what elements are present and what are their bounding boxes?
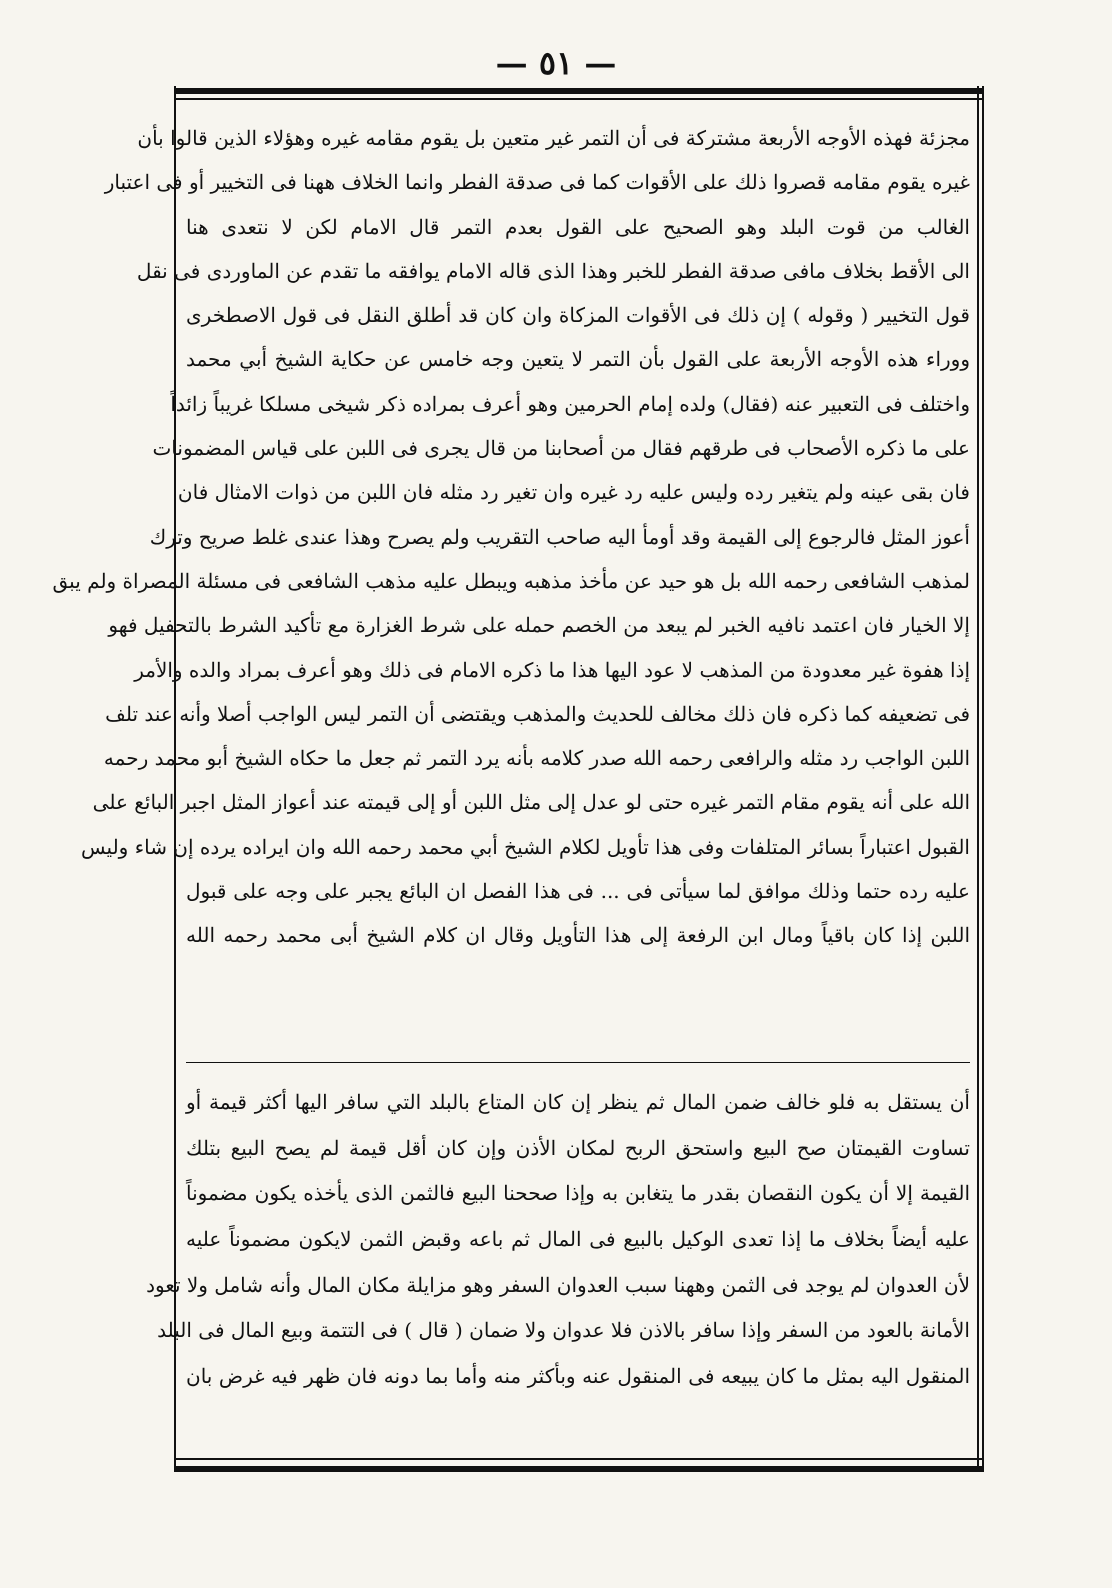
- text-line: واختلف فى التعبير عنه (فقال) ولده إمام الحرمين وهو أعرف بمراده ذكر شيخى مسلكا غريباً زائداً: [170, 391, 970, 416]
- footnote-line: القيمة إلا أن يكون النقصان بقدر ما يتغابن به وإذا صححنا البيع فالثمن الذى يأخذه يكون مضموناً: [186, 1181, 970, 1206]
- footnote-line: تساوت القيمتان صح البيع واستحق الربح لمكان الأذن وإن كان أقل قيمة لم يصح البيع بتلك: [186, 1135, 970, 1160]
- text-line: الله على أنه يقوم مقام التمر غيره حتى لو عدل إلى مثل اللبن أو إلى قيمته عند أعواز المثل اجبر البائع على: [92, 790, 970, 815]
- footnote-line: المنقول اليه بمثل ما كان يبيعه فى المنقول عنه وبأكثر منه وأما بما دونه فان ظهر فيه غرض بان: [186, 1364, 970, 1389]
- text-line: فى تضعيفه كما ذكره فان ذلك مخالف للحديث والمذهب ويقتضى أن التمر ليس الواجب أصلا وأنه عند تلف: [105, 701, 970, 726]
- text-line: الى الأقط بخلاف مافى صدقة الفطر للخبر وهذا الذى قاله الامام يوافقه ما تقدم عن الماوردى فى نقل: [136, 258, 970, 283]
- page-number: — ٥١ —: [495, 44, 617, 82]
- main-text-block: [52, 116, 970, 958]
- text-line: لمذهب الشافعى رحمه الله بل هو حيد عن مأخذ مذهبه ويبطل عليه مذهب الشافعى فى مسئلة المصراة ولم يبق: [52, 568, 970, 593]
- text-line: غيره يقوم مقامه قصروا ذلك على الأقوات كما فى صدقة الفطر وانما الخلاف ههنا فى التخيير أو فى اعتبار: [104, 170, 970, 195]
- text-line: أعوز المثل فالرجوع إلى القيمة وقد أومأ اليه صاحب التقريب ولم يصرح وهذا عندى غلط صريح وترك: [149, 524, 970, 549]
- text-line: على ما ذكره الأصحاب فى طرقهم فقال من أصحابنا من قال يجرى فى اللبن على قياس المضمونات: [152, 436, 970, 461]
- text-line: اللبن إذا كان باقياً ومال ابن الرفعة إلى هذا التأويل وقال ان كلام الشيخ أبى محمد رحمه الله: [186, 923, 970, 948]
- text-line: اللبن الواجب رد مثله والرافعى رحمه الله صدر كلامه بأنه يرد التمر ثم جعل ما حكاه الشيخ أبو محمد رحمه: [103, 746, 970, 771]
- text-line: فان بقى عينه ولم يتغير رده وليس عليه رد غيره وان تغير رد مثله فان اللبن من ذوات الامثال فان: [177, 480, 970, 505]
- footnote-line: أن يستقل به فلو خالف ضمن المال ثم ينظر إن كان المتاع بالبلد التي سافر اليها أكثر قيمة أو: [186, 1090, 970, 1114]
- footnote-separator: [186, 1062, 970, 1063]
- text-line: الغالب من قوت البلد وهو الصحيح على القول بعدم التمر قال الامام لكن لا نتعدى هنا: [186, 214, 970, 239]
- text-line: إلا الخيار فان اعتمد نافيه الخبر لم يبعد من الخصم حمله على شرط الغزارة مع تأكيد الشرط بالتحفيل فهو: [108, 613, 970, 638]
- footnote-line: الأمانة بالعود من السفر وإذا سافر بالاذن فلا عدوان ولا ضمان ( قال ) فى التتمة وبيع المال فى البلد: [157, 1318, 970, 1343]
- text-line: قول التخيير ( وقوله ) إن ذلك فى الأقوات المزكاة وان كان قد أطلق النقل فى قول الاصطخرى: [186, 303, 970, 328]
- text-line: ووراء هذه الأوجه الأربعة على القول بأن التمر لا يتعين وجه خامس عن حكاية الشيخ أبي محمد: [186, 347, 970, 372]
- bottom-double-rule: [174, 1458, 984, 1472]
- text-line: القبول اعتباراً بسائر المتلفات وفى هذا تأويل لكلام الشيخ أبي محمد رحمه الله وان ايراده يرده إن شاء وليس: [81, 834, 970, 859]
- text-line: مجزئة فهذه الأوجه الأربعة مشتركة فى أن التمر غير متعين بل يقوم مقامه غيره وهؤلاء الذين قالوا بأن: [137, 126, 970, 150]
- footnote-text-block: [146, 1080, 970, 1400]
- text-line: عليه رده حتما وذلك موافق لما سيأتى فى ... فى هذا الفصل ان البائع يجبر على وجه على قبول: [186, 879, 970, 904]
- footnote-line: عليه أيضاً بخلاف ما إذا تعدى الوكيل بالبيع فى المال ثم باعه وقبض الثمن لايكون مضموناً عليه: [186, 1227, 970, 1252]
- footnote-line: لأن العدوان لم يوجد فى الثمن وههنا سبب العدوان السفر وهو مزايلة مكان المال وأنه شامل ولا تعود: [146, 1272, 970, 1297]
- text-line: إذا هفوة غير معدودة من المذهب لا عود اليها هذا ما ذكره الامام فى ذلك وهو أعرف بمراد والده والأمر: [134, 657, 970, 682]
- top-double-rule: [174, 88, 984, 100]
